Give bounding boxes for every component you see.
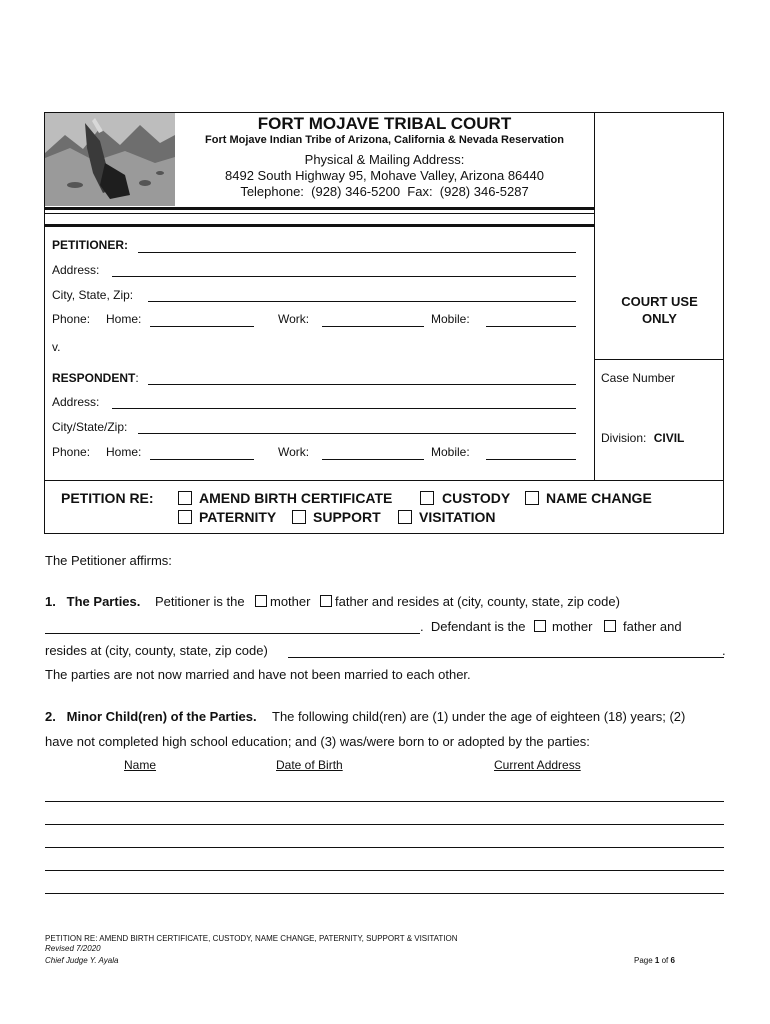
section1-text-a: Petitioner is the (155, 594, 245, 609)
custody-checkbox[interactable] (420, 491, 434, 505)
name-change-label: NAME CHANGE (546, 490, 652, 506)
petitioner-phone-label: Phone: (52, 312, 91, 326)
petitioner-work-label: Work: (278, 312, 310, 326)
petitioner-mobile-label: Mobile: (431, 312, 470, 326)
respondent-phone-label: Phone: (52, 445, 91, 459)
defendant-father-label: father and (623, 619, 682, 634)
petitioner-city-field[interactable] (148, 301, 576, 302)
respondent-home-phone-field[interactable] (150, 459, 254, 460)
tribal-logo (45, 113, 175, 206)
child-row-4[interactable] (45, 870, 724, 871)
section1-text-b (335, 594, 620, 609)
col-name: Name (124, 758, 157, 772)
petitioner-home-label: Home: (106, 312, 142, 326)
visitation-checkbox[interactable] (398, 510, 412, 524)
petitioner-mobile-field[interactable] (486, 326, 576, 327)
visitation-label: VISITATION (419, 509, 496, 525)
section1-heading: 1. The Parties. (45, 594, 141, 609)
petitioner-father-checkbox[interactable] (320, 595, 332, 607)
respondent-colon: : (135, 371, 139, 385)
court-title: FORT MOJAVE TRIBAL COURT (257, 114, 512, 133)
header-rule-thin (44, 213, 594, 214)
respondent-home-label: Home: (106, 445, 142, 459)
section2-text: The following child(ren) are (1) under the age of eighteen (18) years; (2) (272, 709, 686, 724)
child-row-5[interactable] (45, 893, 724, 894)
page-number (634, 956, 675, 965)
petitioner-address-field[interactable] (112, 276, 576, 277)
footer-revised: Revised 7/2020 (45, 944, 101, 953)
section2-heading: 2. Minor Child(ren) of the Parties. (45, 709, 257, 724)
petitioner-work-phone-field[interactable] (322, 326, 424, 327)
defendant-mother-label: mother (552, 619, 593, 634)
court-use-line1: COURT USE (621, 294, 698, 309)
section2-text2: have not completed high school education; and (3) was/were born to or adopted by the parties: (45, 734, 590, 749)
defendant-resides-text: resides at (city, county, state, zip code) (45, 643, 268, 658)
respondent-work-label: Work: (278, 445, 310, 459)
court-phones: Telephone: (928) 346-5200 Fax: (928) 346-5287 (240, 184, 529, 199)
respondent-work-phone-field[interactable] (322, 459, 424, 460)
petitioner-mother-checkbox[interactable] (255, 595, 267, 607)
address-label: Physical & Mailing Address: (304, 152, 465, 167)
amend-birth-certificate-checkbox[interactable] (178, 491, 192, 505)
division-label: Division: (601, 431, 647, 445)
section1-resides-text: and resides at (city, county, state, zip code) (371, 594, 620, 609)
petitioner-label: PETITIONER: (52, 238, 129, 252)
child-row-3[interactable] (45, 847, 724, 848)
petitioner-mother-label: mother (270, 594, 311, 609)
petitioner-address-label: Address: (52, 263, 100, 277)
defendant-residence-field[interactable] (288, 657, 724, 658)
not-married-text: The parties are not now married and have not been married to each other. (45, 667, 471, 682)
court-address: 8492 South Highway 95, Mohave Valley, Arizona 86440 (225, 168, 544, 183)
respondent-label-text: RESPONDENT (52, 371, 136, 385)
page-current: 1 (654, 956, 660, 965)
page-of: of (659, 956, 671, 965)
page-prefix: Page (634, 956, 655, 965)
affirms-text: The Petitioner affirms: (45, 553, 172, 568)
respondent-address-label: Address: (52, 395, 100, 409)
support-checkbox[interactable] (292, 510, 306, 524)
child-row-1[interactable] (45, 801, 724, 802)
footer-judge: Chief Judge Y. Ayala (45, 956, 119, 965)
petitioner-name-field[interactable] (138, 252, 576, 253)
petitioner-father-label: father (335, 594, 369, 609)
defendant-mother-checkbox[interactable] (534, 620, 546, 632)
case-number-label: Case Number (601, 371, 676, 385)
court-use-title (595, 293, 724, 327)
respondent-name-field[interactable] (148, 384, 576, 385)
paternity-checkbox[interactable] (178, 510, 192, 524)
petition-re-top (44, 480, 724, 481)
respondent-city-label: City/State/Zip: (52, 420, 128, 434)
petitioner-city-label: City, State, Zip: (52, 288, 134, 302)
header-rule-2 (44, 224, 594, 227)
col-dob: Date of Birth (276, 758, 343, 772)
respondent-mobile-label: Mobile: (431, 445, 470, 459)
col-address: Current Address (494, 758, 581, 772)
respondent-label (52, 371, 139, 385)
court-use-hline (594, 359, 724, 360)
paternity-label: PATERNITY (199, 509, 277, 525)
respondent-address-field[interactable] (112, 408, 576, 409)
footer-title: PETITION RE: AMEND BIRTH CERTIFICATE, CUSTODY, NAME CHANGE, PATERNITY, SUPPORT & VISITATION (45, 934, 458, 943)
defendant-father-checkbox[interactable] (604, 620, 616, 632)
period: . (722, 643, 726, 658)
petition-re-label: PETITION RE: (61, 490, 154, 506)
tribe-name: Fort Mojave Indian Tribe of Arizona, California & Nevada Reservation (205, 134, 564, 146)
custody-label: CUSTODY (442, 490, 511, 506)
petitioner-home-phone-field[interactable] (150, 326, 254, 327)
division-value: CIVIL (653, 431, 685, 445)
respondent-mobile-field[interactable] (486, 459, 576, 460)
page-total: 6 (670, 956, 675, 965)
support-label: SUPPORT (313, 509, 381, 525)
petitioner-residence-field[interactable] (45, 633, 420, 634)
division-row (601, 431, 684, 445)
header-rule (44, 207, 594, 210)
amend-birth-certificate-label: AMEND BIRTH CERTIFICATE (199, 490, 393, 506)
name-change-checkbox[interactable] (525, 491, 539, 505)
court-use-line2: ONLY (642, 311, 677, 326)
child-row-2[interactable] (45, 824, 724, 825)
defendant-text: . Defendant is the (420, 619, 526, 634)
versus-label: v. (52, 340, 61, 354)
respondent-city-field[interactable] (138, 433, 576, 434)
